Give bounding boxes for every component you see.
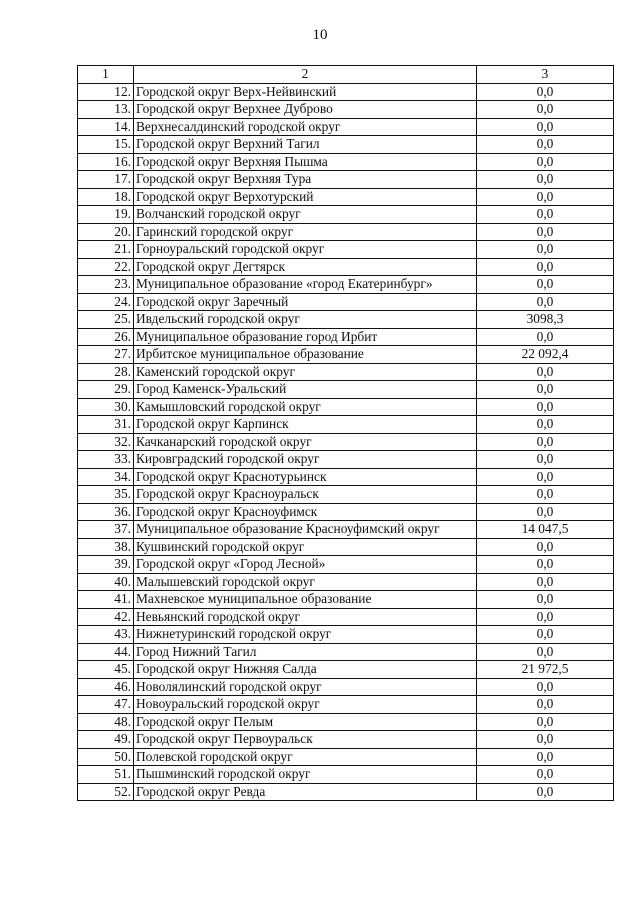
municipality-name: Городской округ Заречный [134,293,477,311]
amount-value: 0,0 [477,293,614,311]
amount-value: 0,0 [477,223,614,241]
row-number: 30. [78,398,134,416]
row-number: 32. [78,433,134,451]
amount-value: 0,0 [477,258,614,276]
amount-value: 0,0 [477,101,614,119]
amount-value: 0,0 [477,416,614,434]
row-number: 34. [78,468,134,486]
row-number: 33. [78,451,134,469]
table-row [78,748,614,766]
municipality-name: Городской округ Нижняя Салда [134,661,477,679]
row-number: 23. [78,276,134,294]
table-header-row [78,66,614,84]
municipality-name: Муниципальное образование «город Екатеринбург» [134,276,477,294]
municipality-name: Горноуральский городской округ [134,241,477,259]
row-number: 40. [78,573,134,591]
amount-value: 0,0 [477,643,614,661]
table-body [78,66,614,801]
table-row [78,416,614,434]
municipality-name: Городской округ Пелым [134,713,477,731]
table-row [78,311,614,329]
amount-value: 0,0 [477,118,614,136]
municipality-name: Город Нижний Тагил [134,643,477,661]
amount-value: 0,0 [477,188,614,206]
row-number: 46. [78,678,134,696]
table-row [78,136,614,154]
row-number: 47. [78,696,134,714]
row-number: 35. [78,486,134,504]
row-number: 18. [78,188,134,206]
municipality-name: Кировградский городской округ [134,451,477,469]
row-number: 21. [78,241,134,259]
table-row [78,591,614,609]
row-number: 42. [78,608,134,626]
table-row [78,731,614,749]
amount-value: 0,0 [477,608,614,626]
amount-value: 0,0 [477,556,614,574]
municipality-name: Городской округ Краснотурьинск [134,468,477,486]
municipality-name: Ирбитское муниципальное образование [134,346,477,364]
row-number: 15. [78,136,134,154]
table-row [78,223,614,241]
amount-value: 0,0 [477,678,614,696]
municipality-name: Городской округ Красноуральск [134,486,477,504]
amount-value: 0,0 [477,398,614,416]
amount-value: 0,0 [477,503,614,521]
amount-value: 14 047,5 [477,521,614,539]
amount-value: 0,0 [477,153,614,171]
municipality-name: Кушвинский городской округ [134,538,477,556]
row-number: 12. [78,83,134,101]
row-number: 14. [78,118,134,136]
municipality-name: Городской округ Верхнее Дуброво [134,101,477,119]
table-row [78,153,614,171]
row-number: 51. [78,766,134,784]
row-number: 25. [78,311,134,329]
amount-value: 0,0 [477,538,614,556]
table-row [78,118,614,136]
amount-value: 0,0 [477,433,614,451]
row-number: 27. [78,346,134,364]
amount-value: 0,0 [477,748,614,766]
row-number: 24. [78,293,134,311]
municipality-name: Ивдельский городской округ [134,311,477,329]
row-number: 29. [78,381,134,399]
amount-value: 0,0 [477,731,614,749]
municipality-name: Невьянский городской округ [134,608,477,626]
municipality-name: Нижнетуринский городской округ [134,626,477,644]
amount-value: 0,0 [477,783,614,801]
table-row [78,363,614,381]
column-header-number: 1 [78,66,134,84]
row-number: 49. [78,731,134,749]
amount-value: 0,0 [477,171,614,189]
table-row [78,398,614,416]
table-row [78,293,614,311]
table-row [78,101,614,119]
table-row [78,381,614,399]
municipality-name: Новоуральский городской округ [134,696,477,714]
row-number: 16. [78,153,134,171]
amount-value: 0,0 [477,468,614,486]
amount-value: 0,0 [477,626,614,644]
table-row [78,328,614,346]
table-row [78,766,614,784]
amount-value: 3098,3 [477,311,614,329]
municipality-name: Городской округ Верхняя Пышма [134,153,477,171]
table-row [78,661,614,679]
municipality-name: Каменский городской округ [134,363,477,381]
table-row [78,468,614,486]
row-number: 41. [78,591,134,609]
table-row [78,696,614,714]
amount-value: 0,0 [477,486,614,504]
amount-value: 0,0 [477,241,614,259]
table-row [78,433,614,451]
amount-value: 0,0 [477,451,614,469]
table-row [78,521,614,539]
amount-value: 0,0 [477,276,614,294]
table-row [78,783,614,801]
amount-value: 0,0 [477,328,614,346]
municipality-name: Камышловский городской округ [134,398,477,416]
amount-value: 0,0 [477,696,614,714]
amount-value: 0,0 [477,766,614,784]
municipality-name: Городской округ Верх-Нейвинский [134,83,477,101]
table-row [78,643,614,661]
table-row [78,486,614,504]
municipality-name: Новолялинский городской округ [134,678,477,696]
table-row [78,206,614,224]
table-row [78,503,614,521]
row-number: 19. [78,206,134,224]
municipal-data-table [77,65,614,801]
row-number: 44. [78,643,134,661]
amount-value: 0,0 [477,381,614,399]
municipality-name: Качканарский городской округ [134,433,477,451]
amount-value: 0,0 [477,573,614,591]
row-number: 48. [78,713,134,731]
row-number: 31. [78,416,134,434]
municipality-name: Городской округ Верхний Тагил [134,136,477,154]
row-number: 50. [78,748,134,766]
table-row [78,258,614,276]
amount-value: 22 092,4 [477,346,614,364]
row-number: 13. [78,101,134,119]
municipality-name: Городской округ Ревда [134,783,477,801]
municipality-name: Городской округ Карпинск [134,416,477,434]
municipality-name: Малышевский городской округ [134,573,477,591]
table-row [78,276,614,294]
column-header-name: 2 [134,66,477,84]
amount-value: 0,0 [477,136,614,154]
table-row [78,83,614,101]
row-number: 43. [78,626,134,644]
municipality-name: Махневское муниципальное образование [134,591,477,609]
municipality-name: Город Каменск-Уральский [134,381,477,399]
page-number: 10 [312,27,328,43]
row-number: 39. [78,556,134,574]
row-number: 38. [78,538,134,556]
table-row [78,713,614,731]
municipality-name: Городской округ Верхняя Тура [134,171,477,189]
municipality-name: Гаринский городской округ [134,223,477,241]
row-number: 37. [78,521,134,539]
row-number: 22. [78,258,134,276]
row-number: 26. [78,328,134,346]
table-row [78,626,614,644]
municipality-name: Волчанский городской округ [134,206,477,224]
table-row [78,451,614,469]
row-number: 52. [78,783,134,801]
amount-value: 0,0 [477,713,614,731]
amount-value: 0,0 [477,363,614,381]
municipality-name: Верхнесалдинский городской округ [134,118,477,136]
municipality-name: Городской округ Первоуральск [134,731,477,749]
table-row [78,188,614,206]
row-number: 45. [78,661,134,679]
table-row [78,241,614,259]
table-row [78,171,614,189]
table-row [78,346,614,364]
municipality-name: Городской округ Красноуфимск [134,503,477,521]
row-number: 17. [78,171,134,189]
row-number: 20. [78,223,134,241]
amount-value: 0,0 [477,83,614,101]
table-row [78,556,614,574]
municipality-name: Городской округ Дегтярск [134,258,477,276]
municipality-name: Муниципальное образование город Ирбит [134,328,477,346]
municipality-name: Городской округ «Город Лесной» [134,556,477,574]
table-row [78,678,614,696]
row-number: 28. [78,363,134,381]
municipality-name: Муниципальное образование Красноуфимский округ [134,521,477,539]
row-number: 36. [78,503,134,521]
amount-value: 0,0 [477,206,614,224]
amount-value: 21 972,5 [477,661,614,679]
municipality-name: Пышминский городской округ [134,766,477,784]
table-row [78,573,614,591]
table-row [78,538,614,556]
table-row [78,608,614,626]
municipality-name: Полевской городской округ [134,748,477,766]
municipality-name: Городской округ Верхотурский [134,188,477,206]
amount-value: 0,0 [477,591,614,609]
column-header-value: 3 [477,66,614,84]
